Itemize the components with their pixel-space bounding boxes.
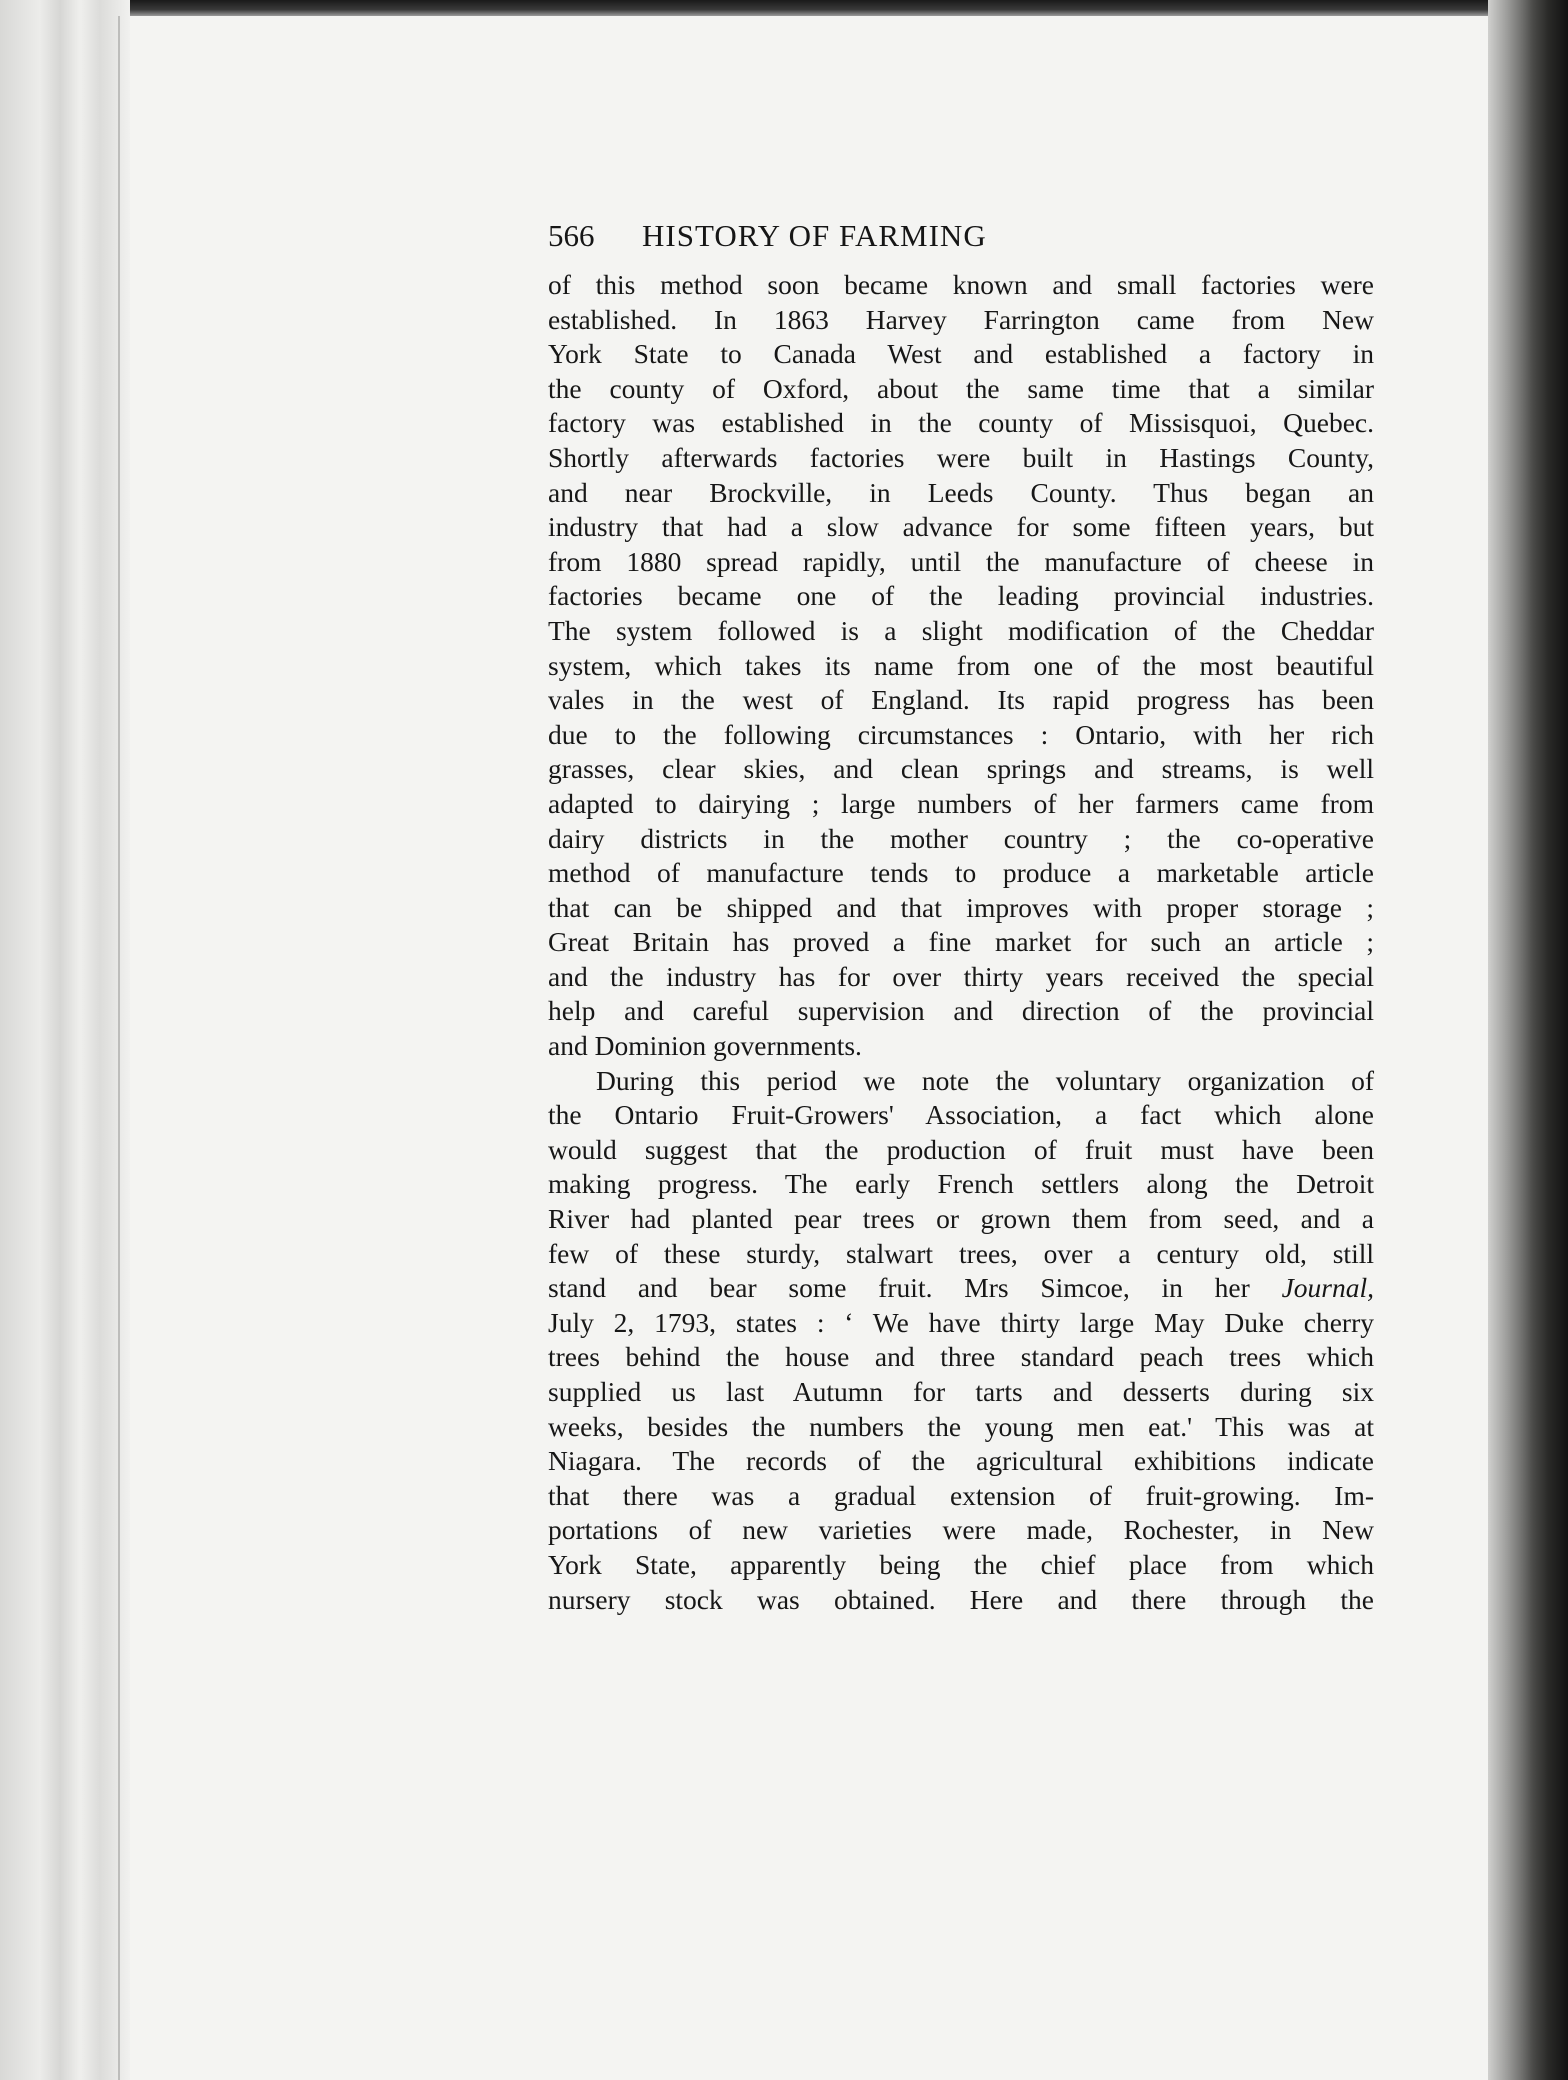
top-shadow-edge [0,0,1568,16]
text-line: vales in the west of England. Its rapid progress has been [548,684,1374,716]
text-line: weeks, besides the numbers the young men eat.' This was at [548,1410,1374,1442]
text-segment: stand and bear some fruit. Mrs Simcoe, in her [548,1272,1282,1304]
body-text [548,268,1374,1617]
text-line: factories became one of the leading provincial industries. [548,580,1374,612]
text-line: industry that had a slow advance for some fifteen years, but [548,511,1374,543]
text-line: Niagara. The records of the agricultural exhibitions indicate [548,1445,1374,1477]
text-line: and Dominion governments. [548,1030,862,1062]
journal-title: Journal, [1281,1272,1374,1304]
text-line: portations of new varieties were made, Rochester, in New [548,1514,1374,1546]
text-line: dairy districts in the mother country ; the co-operative [548,822,1374,854]
text-line: adapted to dairying ; large numbers of her farmers came from [548,787,1374,819]
text-line: that there was a gradual extension of fruit-growing. Im- [548,1479,1374,1511]
left-page-stack-edge [0,0,130,2080]
text-line: method of manufacture tends to produce a marketable article [548,857,1374,889]
text-line: July 2, 1793, states : ‘ We have thirty large May Duke cherry [548,1306,1374,1338]
paragraph [548,268,1374,1064]
text-line: York State to Canada West and established a factory in [548,338,1374,370]
text-line: would suggest that the production of fruit must have been [548,1133,1374,1165]
text-line: established. In 1863 Harvey Farrington came from New [548,303,1374,335]
text-line: of this method soon became known and small factories were [548,269,1374,300]
text-line: and near Brockville, in Leeds County. Thus began an [548,476,1374,508]
text-line: grasses, clear skies, and clean springs and streams, is well [548,753,1374,785]
text-line: system, which takes its name from one of the most beautiful [548,649,1374,681]
text-line: from 1880 spread rapidly, until the manufacture of cheese in [548,545,1374,577]
text-line: the county of Oxford, about the same time that a similar [548,372,1374,404]
text-line: few of these sturdy, stalwart trees, over a century old, still [548,1237,1374,1269]
text-line: the Ontario Fruit-Growers' Association, a fact which alone [548,1099,1374,1131]
right-binding-shadow [1488,0,1568,2080]
text-line: factory was established in the county of Missisquoi, Quebec. [548,407,1374,439]
text-line [548,1271,1374,1306]
paragraph [548,1064,1374,1618]
text-line: Shortly afterwards factories were built in Hastings County, [548,441,1374,473]
text-line: During this period we note the voluntary organization of [596,1064,1374,1096]
text-line: that can be shipped and that improves with proper storage ; [548,891,1374,923]
text-line: Great Britain has proved a fine market for such an article ; [548,926,1374,958]
text-line: York State, apparently being the chief place from which [548,1548,1374,1580]
text-line: The system followed is a slight modification of the Cheddar [548,614,1374,646]
running-head: HISTORY OF FARMING [642,218,987,253]
text-line: trees behind the house and three standard peach trees which [548,1341,1374,1373]
text-line: supplied us last Autumn for tarts and desserts during six [548,1376,1374,1407]
text-line: nursery stock was obtained. Here and there through the [548,1583,1374,1615]
text-line: making progress. The early French settlers along the Detroit [548,1168,1374,1200]
page-number: 566 [548,218,595,253]
text-line: due to the following circumstances : Ontario, with her rich [548,718,1374,750]
text-line: River had planted pear trees or grown them from seed, and a [548,1203,1374,1235]
text-line: help and careful supervision and direction of the provincial [548,995,1374,1027]
page-header [548,218,1374,258]
text-line: and the industry has for over thirty years received the special [548,960,1374,992]
